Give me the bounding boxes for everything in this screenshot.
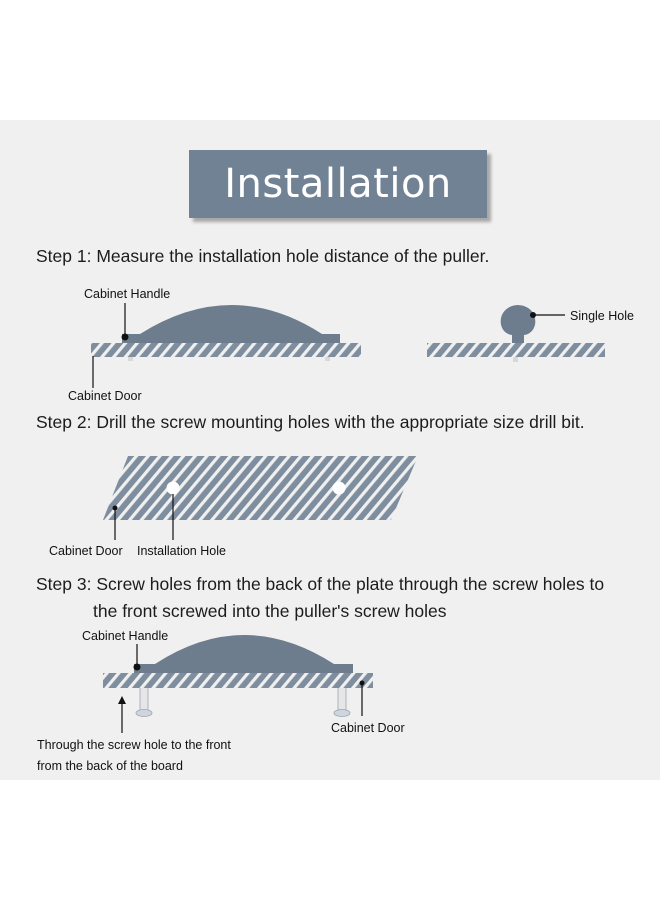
label-through-line1: Through the screw hole to the front — [37, 738, 231, 752]
label-cabinet-handle-2: Cabinet Handle — [82, 629, 169, 643]
label-cabinet-door-1: Cabinet Door — [68, 389, 142, 403]
step-2-text: Step 2: Drill the screw mounting holes with the appropriate size drill bit. — [36, 412, 585, 432]
step2-drilled-board — [103, 456, 418, 540]
cabinet-door-board — [91, 343, 361, 357]
step-1-text: Step 1: Measure the installation hole distance of the puller. — [36, 246, 490, 266]
label-cabinet-door-3: Cabinet Door — [331, 721, 405, 735]
step-3-text-line1: Step 3: Screw holes from the back of the plate through the screw holes to — [36, 574, 605, 594]
knob-shape — [501, 305, 536, 343]
label-through-line2: from the back of the board — [37, 759, 183, 773]
label-cabinet-door-2: Cabinet Door — [49, 544, 123, 558]
label-installation-hole: Installation Hole — [137, 544, 226, 558]
cabinet-door-board — [103, 673, 373, 688]
label-cabinet-handle-1: Cabinet Handle — [84, 287, 171, 301]
step3-handle-assembly — [103, 635, 373, 733]
cabinet-handle-shape — [122, 305, 340, 343]
step1-handle-assembly — [91, 303, 361, 388]
cabinet-door-board — [103, 456, 418, 520]
cabinet-door-board — [427, 343, 605, 357]
installation-hole — [333, 482, 346, 495]
screw-head — [136, 710, 152, 717]
step-3-text-line2: the front screwed into the puller's screw holes — [93, 601, 447, 621]
screw-head — [334, 710, 350, 717]
installation-hole — [167, 482, 180, 495]
page-title: Installation — [224, 161, 452, 207]
arrow-up-icon — [118, 696, 126, 704]
label-single-hole: Single Hole — [570, 309, 634, 323]
